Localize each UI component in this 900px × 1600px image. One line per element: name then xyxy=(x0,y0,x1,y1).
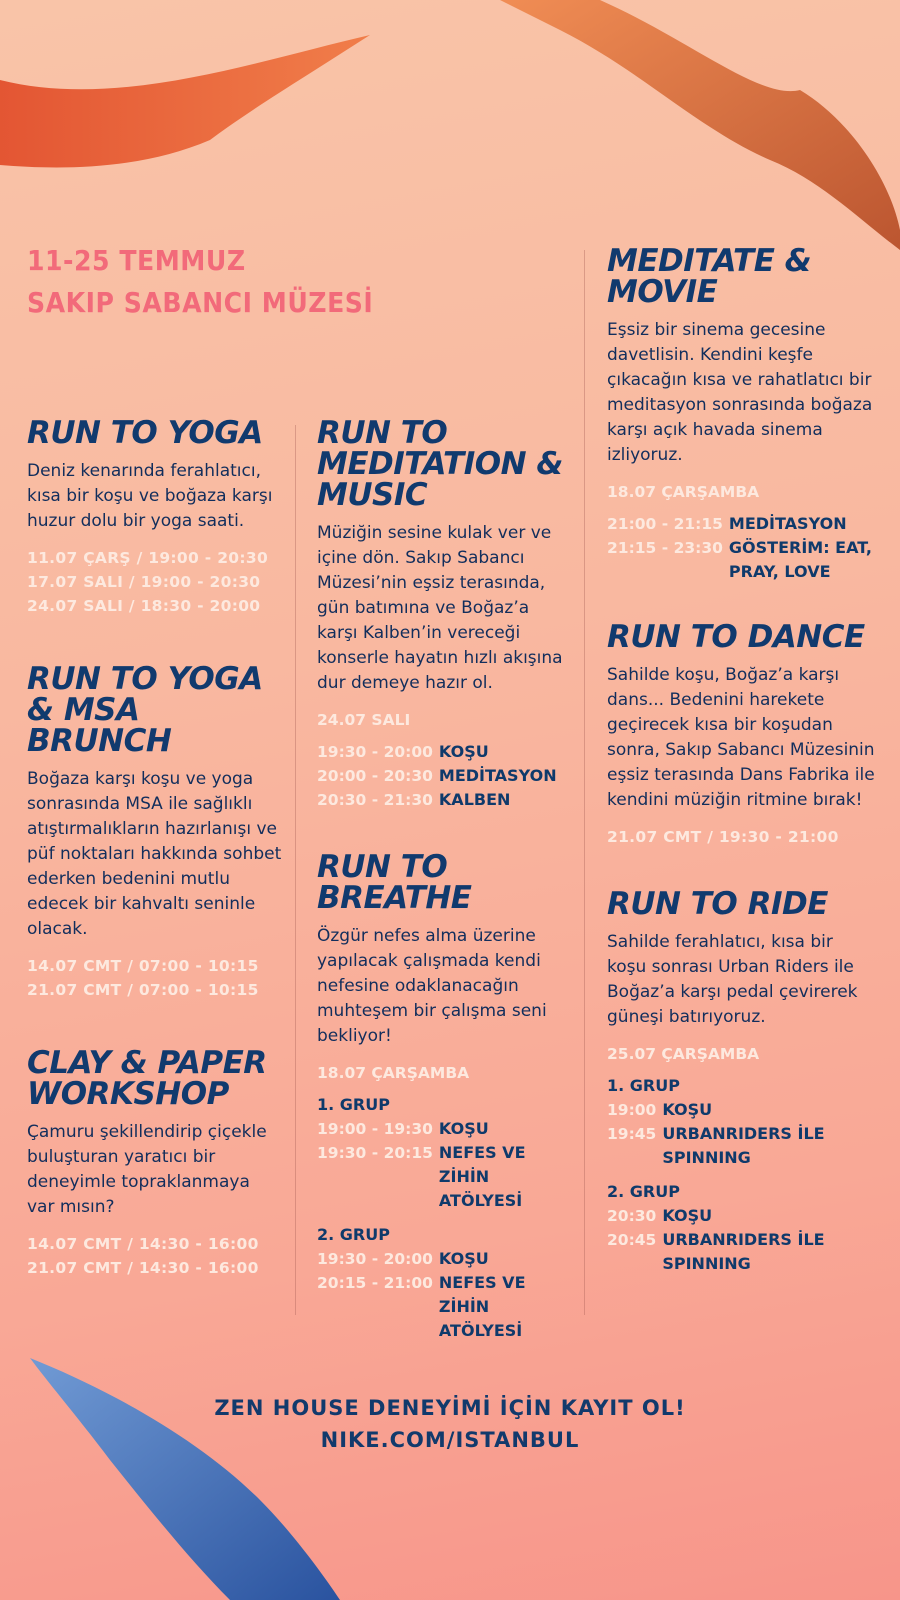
section-title: RUN TO MEDITATION & MUSIC xyxy=(317,415,563,513)
schedule-time: 19:30 - 20:00 xyxy=(317,743,433,761)
section-description: Özgür nefes alma üzerine yapılacak çalışmada kendi nefesine odaklanacağın muhteşem bir çalışma seni bekliyor! xyxy=(317,926,547,1046)
divider-left xyxy=(295,425,296,1315)
schedule-activity: GÖSTERİM: EAT, PRAY, LOVE xyxy=(728,538,872,581)
column-3 xyxy=(607,243,877,1282)
session-date: 11.07 ÇARŞ / 19:00 - 20:30 xyxy=(27,549,269,567)
section-description: Sahilde koşu, Boğaz’a karşı dans... Bedenini harekete geçirecek kısa bir koşudan sonra, Sakıp Sabancı Müzesinin eşsiz terasında Dans Fabrika ile kendini müziğin ritmine bırak! xyxy=(607,665,875,810)
schedule-activity: URBANRIDERS İLE SPINNING xyxy=(662,1230,825,1273)
section-run-to-meditation-music xyxy=(317,415,572,812)
schedule-time: 20:30 xyxy=(607,1207,657,1225)
session-date: 18.07 ÇARŞAMBA xyxy=(607,483,760,501)
schedule-time: 19:30 - 20:00 xyxy=(317,1250,433,1268)
divider-right xyxy=(584,250,585,1315)
section-description: Çamuru şekillendirip çiçekle buluşturan yaratıcı bir deneyimle topraklanmaya var mısın? xyxy=(27,1122,267,1217)
section-clay-paper-workshop xyxy=(27,1045,282,1280)
section-title: RUN TO BREATHE xyxy=(317,849,472,916)
schedule-activity: KOŞU xyxy=(438,1249,489,1268)
schedule-table xyxy=(317,1247,572,1343)
section-title: MEDITATE & MOVIE xyxy=(607,243,812,310)
section-title: RUN TO DANCE xyxy=(607,619,865,655)
session-date: 14.07 CMT / 07:00 - 10:15 xyxy=(27,957,259,975)
schedule-activity: NEFES VE ZİHİN ATÖLYESİ xyxy=(438,1143,526,1210)
schedule-activity: KOŞU xyxy=(662,1206,713,1225)
top-left-stroke xyxy=(0,35,370,167)
session-date: 17.07 SALI / 19:00 - 20:30 xyxy=(27,573,261,591)
schedule-time: 19:00 - 19:30 xyxy=(317,1120,433,1138)
schedule-table xyxy=(607,512,877,584)
schedule-time: 19:00 xyxy=(607,1101,657,1119)
section-description: Eşsiz bir sinema gecesine davetlisin. Kendini keşfe çıkacağın kısa ve rahatlatıcı bir meditasyon sonrasında boğaza karşı açık havada sinema izliyoruz. xyxy=(607,320,873,465)
group-label: 2. GRUP xyxy=(607,1182,680,1201)
schedule-time: 19:30 - 20:15 xyxy=(317,1144,433,1162)
section-run-to-breathe xyxy=(317,849,572,1343)
section-title: RUN TO YOGA xyxy=(27,415,263,451)
section-description: Boğaza karşı koşu ve yoga sonrasında MSA ile sağlıklı atıştırmalıkların hazırlanışı ve püf noktaları hakkında sohbet ederken bedenini mutlu edecek bir kahvaltı seninle olacak. xyxy=(27,769,282,939)
schedule-time: 21:15 - 23:30 xyxy=(607,539,723,557)
schedule-activity: NEFES VE ZİHİN ATÖLYESİ xyxy=(438,1273,526,1340)
schedule-time: 20:30 - 21:30 xyxy=(317,791,433,809)
section-title: RUN TO YOGA & MSA BRUNCH xyxy=(27,661,263,759)
schedule-table xyxy=(607,1204,877,1276)
session-date: 18.07 ÇARŞAMBA xyxy=(317,1064,470,1082)
column-1 xyxy=(27,415,282,1280)
column-2 xyxy=(317,415,572,1349)
session-date: 21.07 CMT / 19:30 - 21:00 xyxy=(607,828,839,846)
schedule-table xyxy=(317,740,572,812)
schedule-activity: MEDİTASYON xyxy=(438,766,557,785)
schedule-activity: MEDİTASYON xyxy=(728,514,847,533)
registration-link[interactable]: NIKE.COM/ISTANBUL xyxy=(320,1428,580,1452)
session-date: 21.07 CMT / 07:00 - 10:15 xyxy=(27,981,259,999)
section-meditate-movie xyxy=(607,243,877,584)
schedule-time: 19:45 xyxy=(607,1125,657,1143)
schedule-activity: KOŞU xyxy=(662,1100,713,1119)
section-title: CLAY & PAPER WORKSHOP xyxy=(27,1045,267,1112)
group-label: 1. GRUP xyxy=(317,1095,390,1114)
schedule-table xyxy=(317,1117,572,1213)
group-label: 1. GRUP xyxy=(607,1076,680,1095)
schedule-time: 20:00 - 20:30 xyxy=(317,767,433,785)
section-run-to-yoga xyxy=(27,415,282,618)
schedule-time: 21:00 - 21:15 xyxy=(607,515,723,533)
section-title: RUN TO RIDE xyxy=(607,886,828,922)
section-description: Müziğin sesine kulak ver ve içine dön. Sakıp Sabancı Müzesi’nin eşsiz terasında, gün batımına ve Boğaz’a karşı Kalben’in vereceği konserle hayatın hızlı akışına dur demeye hazır ol. xyxy=(317,523,563,693)
schedule-activity: KALBEN xyxy=(438,790,511,809)
section-run-to-dance xyxy=(607,619,877,849)
schedule-activity: KOŞU xyxy=(438,742,489,761)
schedule-time: 20:15 - 21:00 xyxy=(317,1274,433,1292)
registration-footer xyxy=(0,1392,900,1456)
section-run-to-ride xyxy=(607,886,877,1276)
event-venue: SAKIP SABANCI MÜZESİ xyxy=(27,286,374,319)
registration-cta: ZEN HOUSE DENEYİMİ İÇİN KAYIT OL! xyxy=(214,1396,686,1420)
section-run-to-yoga-brunch xyxy=(27,661,282,1002)
event-header xyxy=(27,240,373,324)
section-description: Deniz kenarında ferahlatıcı, kısa bir koşu ve boğaza karşı huzur dolu bir yoga saati. xyxy=(27,461,273,531)
session-date: 21.07 CMT / 14:30 - 16:00 xyxy=(27,1259,259,1277)
session-date: 24.07 SALI / 18:30 - 20:00 xyxy=(27,597,261,615)
session-date: 25.07 ÇARŞAMBA xyxy=(607,1045,760,1063)
schedule-activity: KOŞU xyxy=(438,1119,489,1138)
session-date: 24.07 SALI xyxy=(317,711,411,729)
group-label: 2. GRUP xyxy=(317,1225,390,1244)
event-dates: 11-25 TEMMUZ xyxy=(27,244,246,277)
schedule-time: 20:45 xyxy=(607,1231,657,1249)
schedule-table xyxy=(607,1098,877,1170)
section-description: Sahilde ferahlatıcı, kısa bir koşu sonrası Urban Riders ile Boğaz’a karşı pedal çevirerek güneşi batırıyoruz. xyxy=(607,932,858,1027)
schedule-activity: URBANRIDERS İLE SPINNING xyxy=(662,1124,825,1167)
top-right-stroke xyxy=(500,0,900,250)
session-date: 14.07 CMT / 14:30 - 16:00 xyxy=(27,1235,259,1253)
